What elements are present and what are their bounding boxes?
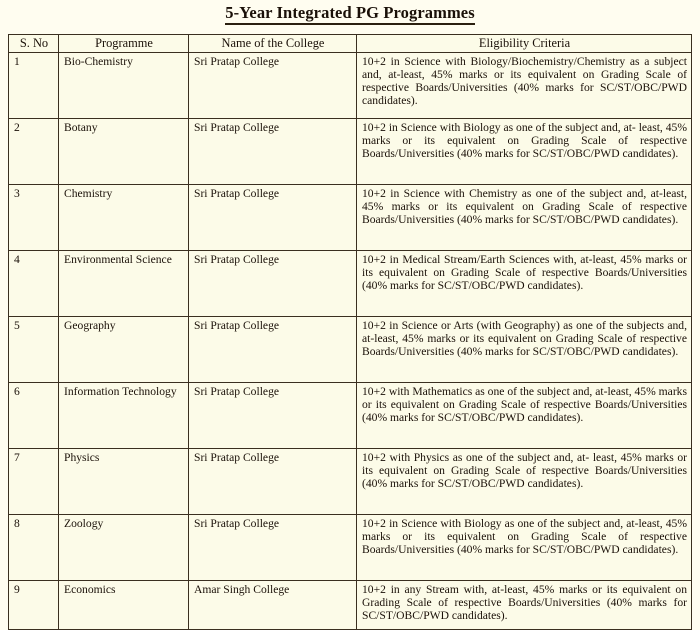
cell-eligibility: 10+2 in Science with Biology/Biochemistry/Chemistry as a subject and, at-least, 45% marks or its equivalent on Grading Scale of respective Boards/Universities (40% marks for SC/ST/OBC/PWD candidates).	[357, 53, 692, 119]
cell-college: Sri Pratap College	[189, 515, 357, 581]
table-row	[9, 581, 692, 630]
table-row	[9, 383, 692, 449]
table-body	[9, 53, 692, 630]
cell-eligibility: 10+2 with Mathematics as one of the subject and, at-least, 45% marks or its equivalent on Grading Scale of respective Boards/Universities (40% marks for SC/ST/OBC/PWD candidates).	[357, 383, 692, 449]
table-row	[9, 53, 692, 119]
cell-sno: 5	[9, 317, 59, 383]
cell-college: Sri Pratap College	[189, 119, 357, 185]
column-header-programme: Programme	[59, 35, 189, 53]
cell-programme: Physics	[59, 449, 189, 515]
cell-programme: Chemistry	[59, 185, 189, 251]
cell-eligibility: 10+2 in Science or Arts (with Geography) as one of the subjects and, at-least, 45% marks or its equivalent on Grading Scale of respective Boards/Universities (40% marks for SC/ST/OBC/PWD candidates).	[357, 317, 692, 383]
cell-programme: Geography	[59, 317, 189, 383]
cell-college: Amar Singh College	[189, 581, 357, 630]
cell-sno: 4	[9, 251, 59, 317]
cell-college: Sri Pratap College	[189, 251, 357, 317]
table-row	[9, 251, 692, 317]
page-title-text: 5-Year Integrated PG Programmes	[225, 3, 474, 25]
cell-eligibility: 10+2 in Science with Biology as one of the subject and, at-least, 45% marks or its equivalent on Grading Scale of respective Boards/Universities (40% marks for SC/ST/OBC/PWD candidates).	[357, 515, 692, 581]
table-header	[9, 35, 692, 53]
cell-programme: Bio-Chemistry	[59, 53, 189, 119]
cell-programme: Zoology	[59, 515, 189, 581]
cell-eligibility: 10+2 in Science with Biology as one of the subject and, at- least, 45% marks or its equivalent on Grading Scale of respective Boards/Universities (40% marks for SC/ST/OBC/PWD candidates).	[357, 119, 692, 185]
table-row	[9, 185, 692, 251]
cell-programme: Information Technology	[59, 383, 189, 449]
cell-eligibility: 10+2 in Science with Chemistry as one of the subject and, at-least, 45% marks or its equivalent on Grading Scale of respective Boards/Universities (40% marks for SC/ST/OBC/PWD candidates).	[357, 185, 692, 251]
table-row	[9, 119, 692, 185]
cell-eligibility: 10+2 with Physics as one of the subject and, at- least, 45% marks or its equivalent on Grading Scale of respective Boards/Universities (40% marks for SC/ST/OBC/PWD candidates).	[357, 449, 692, 515]
table-row	[9, 515, 692, 581]
column-header-sno: S. No	[9, 35, 59, 53]
programmes-table	[8, 34, 692, 630]
cell-college: Sri Pratap College	[189, 317, 357, 383]
cell-sno: 7	[9, 449, 59, 515]
cell-sno: 1	[9, 53, 59, 119]
page-title	[0, 2, 700, 24]
table-header-row	[9, 35, 692, 53]
cell-sno: 2	[9, 119, 59, 185]
cell-college: Sri Pratap College	[189, 449, 357, 515]
table-row	[9, 317, 692, 383]
column-header-eligibility: Eligibility Criteria	[357, 35, 692, 53]
cell-programme: Botany	[59, 119, 189, 185]
cell-programme: Environmental Science	[59, 251, 189, 317]
cell-sno: 9	[9, 581, 59, 630]
column-header-college: Name of the College	[189, 35, 357, 53]
cell-eligibility: 10+2 in Medical Stream/Earth Sciences with, at-least, 45% marks or its equivalent on Grading Scale of respective Boards/Universities (40% marks for SC/ST/OBC/PWD candidates).	[357, 251, 692, 317]
cell-college: Sri Pratap College	[189, 53, 357, 119]
cell-college: Sri Pratap College	[189, 383, 357, 449]
cell-sno: 6	[9, 383, 59, 449]
cell-sno: 3	[9, 185, 59, 251]
cell-eligibility: 10+2 in any Stream with, at-least, 45% marks or its equivalent on Grading Scale of respective Boards/Universities (40% marks for SC/ST/OBC/PWD candidates).	[357, 581, 692, 630]
table-row	[9, 449, 692, 515]
cell-sno: 8	[9, 515, 59, 581]
cell-college: Sri Pratap College	[189, 185, 357, 251]
cell-programme: Economics	[59, 581, 189, 630]
